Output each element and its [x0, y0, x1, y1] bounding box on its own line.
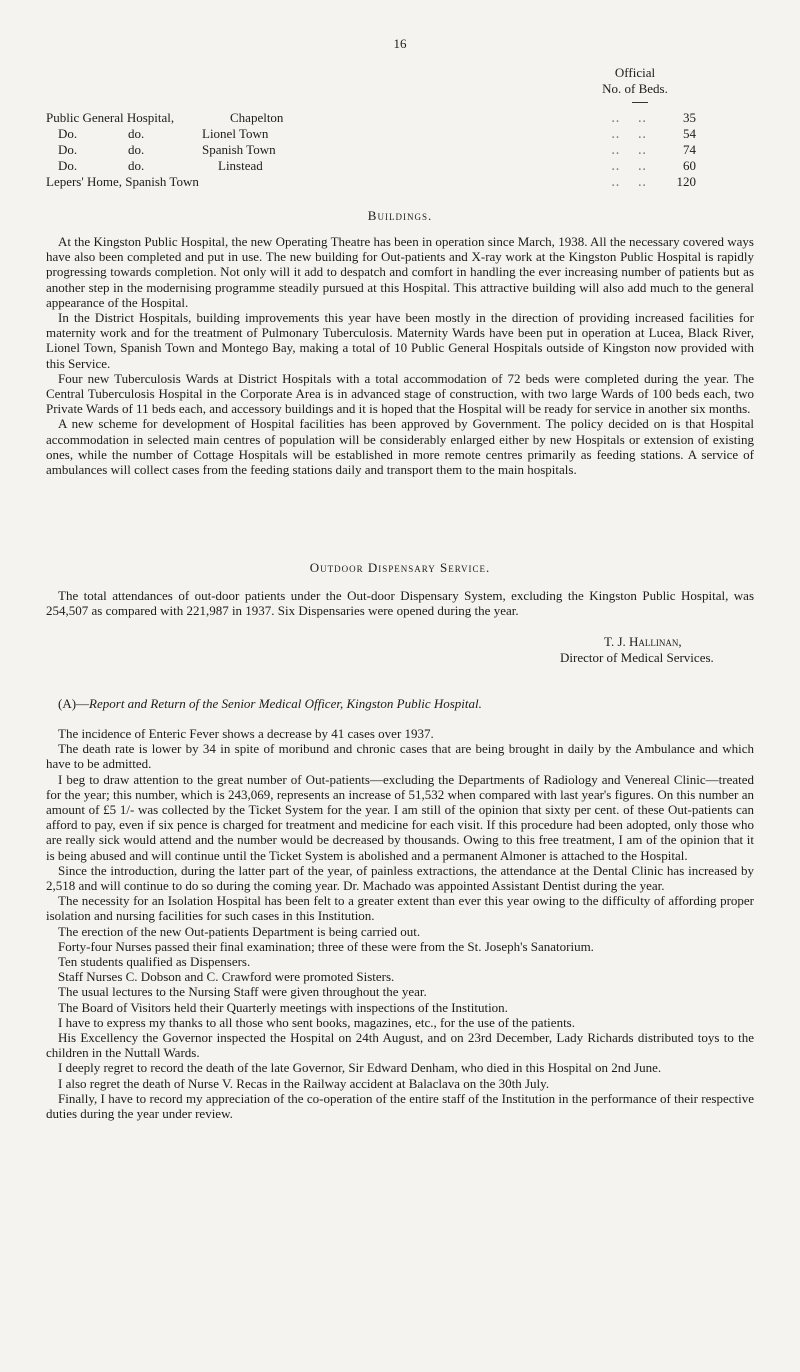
- paragraph: I have to express my thanks to all those who sent books, magazines, etc., for the use of the patients.: [58, 1014, 575, 1030]
- hospital-place: Chapelton: [230, 110, 284, 125]
- leader-dots: ‥‥: [611, 158, 665, 173]
- paragraph: The necessity for an Isolation Hospital has been felt to a greater extent than ever this year owing to the difficulty of affording proper isolation and nursing facilities for such cases in this Institution.: [46, 893, 754, 924]
- bed-count: 120: [676, 174, 696, 189]
- report-heading: [46, 696, 754, 712]
- buildings-section: [46, 234, 754, 477]
- leader-dots: ‥‥: [611, 126, 665, 141]
- paragraph: I also regret the death of Nurse V. Recas in the Railway accident at Balaclava on the 30th July.: [58, 1075, 550, 1091]
- report-heading-prefix: (A)—: [58, 696, 90, 711]
- hospital-row: [46, 126, 696, 143]
- report-section: [46, 726, 754, 1121]
- beds-column-heading-line-2: No. of Beds.: [602, 81, 668, 96]
- hospital-name-ditto: do.: [128, 126, 145, 141]
- hospital-row: [46, 142, 696, 159]
- paragraph: I deeply regret to record the death of the late Governor, Sir Edward Denham, who died in this Hospital on 2nd June.: [58, 1060, 662, 1076]
- beds-column-heading-line-1: Official: [614, 65, 656, 80]
- signature-name: T. J. Hallinan,: [604, 634, 682, 649]
- paragraph: Finally, I have to record my appreciation of the co-operation of the entire staff of the Institution in the performance of their respective duties during the year under review.: [46, 1090, 754, 1122]
- paragraph: The total attendances of out-door patients under the Out-door Dispensary System, excluding the Kingston Public Hospital, was 254,507 as compared with 221,987 in 1937. Six Dispensaries were opened during the year.: [46, 588, 754, 619]
- report-heading-title: Report and Return of the Senior Medical Officer, Kingston Public Hospital.: [89, 696, 482, 711]
- leader-dots: ‥‥: [611, 110, 665, 125]
- page-number: 16: [393, 36, 407, 51]
- hospital-name-ditto: do.: [128, 142, 145, 157]
- hospital-name-ditto: do.: [128, 158, 145, 173]
- hospital-name: Lepers' Home, Spanish Town: [46, 174, 199, 189]
- bed-count: 60: [683, 158, 696, 173]
- leader-dots: ‥‥: [611, 174, 665, 189]
- outdoor-dispensary-heading: Outdoor Dispensary Service.: [309, 560, 491, 575]
- paragraph: His Excellency the Governor inspected the Hospital on 24th August, and on 23rd December, Lady Richards distributed toys to the children in the Nuttall Wards.: [46, 1030, 754, 1061]
- signature: [560, 634, 714, 666]
- hospital-name: Do.: [58, 158, 78, 173]
- hospital-name: Do.: [58, 142, 78, 157]
- hospital-row: [46, 110, 696, 127]
- leader-dots: ‥‥: [611, 142, 665, 157]
- paragraph: The incidence of Enteric Fever shows a decrease by 41 cases over 1937.: [58, 726, 434, 741]
- paragraph: The erection of the new Out-patients Department is being carried out.: [58, 923, 421, 939]
- bed-count: 74: [683, 142, 696, 157]
- paragraph: At the Kingston Public Hospital, the new Operating Theatre has been in operation since March, 1938. All the necessary covered ways have also been completed and put in use. The new building for Out-patients and X-ray work at the Kingston Public Hospital is rapidly progressing towards completion. Not only will it add to despatch and comfort in handling the ever increasing number of patients but as another step in the modernising programme steadily pursued at this Hospital. This attractive building will also add much to the general appearance of the Hospital.: [46, 234, 754, 310]
- bed-count: 35: [683, 110, 696, 125]
- hospital-place: Linstead: [218, 158, 263, 173]
- outdoor-dispensary-section: [46, 588, 754, 618]
- paragraph: The Board of Visitors held their Quarterly meetings with inspections of the Institution.: [58, 999, 508, 1015]
- hospital-name: Public General Hospital,: [46, 110, 175, 125]
- paragraph: Forty-four Nurses passed their final examination; three of these were from the St. Joseph's Sanatorium.: [58, 938, 594, 954]
- paragraph: I beg to draw attention to the great number of Out-patients—excluding the Departments of Radiology and Venereal Clinic—treated for the year; this number, which is 243,069, represents an increase of 51,532 when compared with last year's figures. On this number an amount of £5 1/- was collected by the Ticket System for the year. I am still of the opinion that sixty per cent. of these Out-patients can afford to pay, even if six pence is charged for treatment and medicine for each visit. If this procedure had been adopted, only those who are really sick would attend and the number would be decreased by thousands. Owing to this free treatment, I am of the opinion that it is being abused and will continue until the Ticket System is abolished and a permanent Almoner is attached to the Hospital.: [46, 771, 754, 863]
- paragraph: Four new Tuberculosis Wards at District Hospitals with a total accommodation of 72 beds were completed during the year. The Central Tuberculosis Hospital in the Corporate Area is in advanced stage of construction, with two large Wards of 100 beds each, two Private Wards of 11 beds each, and accessory buildings and it is hoped that the Hospital will be ready for service in another six months.: [46, 370, 754, 417]
- buildings-heading: Buildings.: [367, 208, 433, 223]
- hospital-place: Spanish Town: [202, 142, 276, 157]
- beds-column-rule: [632, 102, 648, 103]
- paragraph: Staff Nurses C. Dobson and C. Crawford were promoted Sisters.: [58, 969, 395, 985]
- paragraph: A new scheme for development of Hospital facilities has been approved by Government. The policy decided on is that Hospital accommodation in selected main centres of population will be considerably enlarged either by new Hospitals or extension of existing ones, while the number of Cottage Hospitals will be established in more remote centres primarily as feeding stations. A service of ambulances will collect cases from the feeding stations daily and transport them to the main hospitals.: [46, 416, 754, 478]
- paragraph: The usual lectures to the Nursing Staff were given throughout the year.: [58, 984, 427, 1000]
- hospital-place: Lionel Town: [202, 126, 269, 141]
- hospital-name: Do.: [58, 126, 78, 141]
- paragraph: Since the introduction, during the latter part of the year, of painless extractions, the attendance at the Dental Clinic has increased by 2,518 and will continue to do so during the coming year. Dr. Machado was appointed Assistant Dentist during the year.: [46, 862, 754, 894]
- bed-count: 54: [683, 126, 696, 141]
- signature-title: Director of Medical Services.: [560, 650, 714, 665]
- hospital-row: [46, 158, 696, 175]
- paragraph: The death rate is lower by 34 in spite of moribund and chronic cases that are being brought in daily by the Ambulance and which have to be admitted.: [46, 741, 754, 772]
- paragraph: Ten students qualified as Dispensers.: [58, 954, 251, 970]
- hospital-row: [46, 174, 696, 191]
- paragraph: In the District Hospitals, building improvements this year have been mostly in the direction of providing increased facilities for maternity work and for the treatment of Pulmonary Tuberculosis. Maternity Wards have been put in operation at Lucea, Black River, Lionel Town, Spanish Town and Montego Bay, making a total of 10 Public General Hospitals outside of Kingston now provided with this Service.: [46, 310, 754, 371]
